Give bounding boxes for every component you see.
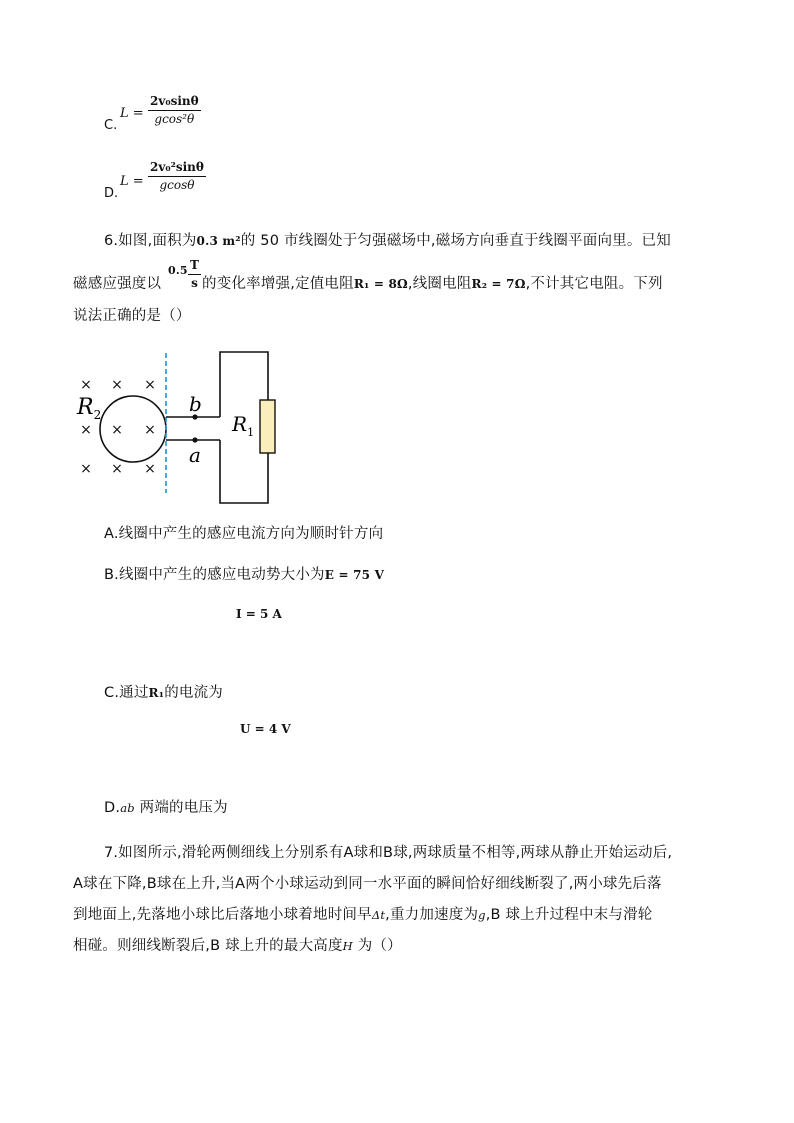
terminal-a bbox=[192, 437, 197, 442]
q6-text-2d: ,不计其它电阻。下列 bbox=[525, 276, 663, 292]
coil-circle bbox=[100, 396, 166, 462]
q7-text-4b: 为（） bbox=[352, 938, 402, 954]
q6-text-2c: ,线圈电阻 bbox=[407, 276, 472, 292]
field-cross: × bbox=[80, 461, 92, 477]
q7-text-4a: 相碰。则细线断裂后,B 球上升的最大高度 bbox=[73, 938, 343, 954]
answer-b-math: E = 75 V bbox=[324, 568, 385, 582]
field-cross: × bbox=[111, 422, 123, 438]
option-d-fraction bbox=[148, 160, 206, 193]
field-cross: × bbox=[111, 461, 123, 477]
q6-text-3: 说法正确的是（） bbox=[73, 308, 191, 324]
answer-d-text-b: 两端的电压为 bbox=[134, 800, 228, 816]
answer-b bbox=[104, 563, 384, 584]
circuit-figure bbox=[70, 345, 290, 515]
answer-d bbox=[104, 796, 228, 817]
q6-line2 bbox=[73, 258, 663, 302]
option-c-denominator: gcos²θ bbox=[154, 112, 195, 126]
field-cross: × bbox=[144, 422, 156, 438]
q6-text-1b: 的 50 市线圈处于匀强磁场中,磁场方向垂直于线圈平面向里。已知 bbox=[240, 233, 671, 249]
option-d-numerator: 2v₀²sinθ bbox=[148, 160, 206, 177]
q7-h: H bbox=[342, 939, 353, 953]
answer-a: A.线圈中产生的感应电流方向为顺时针方向 bbox=[104, 526, 384, 542]
option-d-label: D. bbox=[104, 186, 119, 201]
q6-rate-value: 0.5 bbox=[168, 264, 188, 277]
label-r2-sub: 2 bbox=[93, 408, 102, 422]
q7-dt: Δt bbox=[371, 908, 386, 922]
label-r1-sub: 1 bbox=[247, 426, 255, 439]
answer-c bbox=[104, 681, 223, 702]
q7-line4 bbox=[73, 934, 402, 955]
q6-rate bbox=[166, 258, 202, 298]
q6-text-2b: 的变化率增强,定值电阻 bbox=[202, 276, 354, 292]
field-cross: × bbox=[111, 377, 123, 393]
option-d-denominator: gcosθ bbox=[159, 178, 195, 192]
resistor-r1 bbox=[260, 400, 275, 453]
answer-d-text-a: D. bbox=[104, 800, 121, 816]
field-cross: × bbox=[144, 461, 156, 477]
q7-text-3c: ,B 球上升过程中末与滑轮 bbox=[485, 907, 653, 923]
q6-line1 bbox=[104, 229, 671, 250]
answer-b-extra: I = 5 A bbox=[236, 607, 282, 621]
option-c-numerator: 2v₀sinθ bbox=[148, 94, 201, 111]
q7-text-3a: 到地面上,先落地小球比后落地小球着地时间早 bbox=[73, 907, 372, 923]
answer-c-text-a: C.通过 bbox=[104, 685, 149, 701]
answer-c-extra: U = 4 V bbox=[240, 722, 291, 736]
field-cross: × bbox=[144, 377, 156, 393]
q6-r2: R₂ = 7Ω bbox=[471, 277, 526, 291]
answer-b-text: B.线圈中产生的感应电动势大小为 bbox=[104, 567, 325, 583]
q7-g: g bbox=[478, 908, 486, 922]
field-cross: × bbox=[80, 422, 92, 438]
label-r2: $R_2$ bbox=[77, 395, 102, 422]
label-a: a bbox=[189, 443, 201, 467]
q6-area: 0.3 m² bbox=[196, 234, 241, 248]
answer-d-ab: ab bbox=[120, 801, 135, 815]
q6-rate-unit bbox=[188, 258, 201, 291]
answer-c-text-b: 的电流为 bbox=[164, 685, 223, 701]
field-cross: × bbox=[80, 377, 92, 393]
q6-line3 bbox=[73, 304, 191, 325]
q6-rate-unit-num: T bbox=[188, 258, 201, 275]
q7-line3 bbox=[73, 903, 652, 924]
label-b: b bbox=[189, 392, 202, 416]
option-c-label: C. bbox=[104, 118, 118, 133]
q7-line1: 7.如图所示,滑轮两侧细线上分别系有A球和B球,两球质量不相等,两球从静止开始运动后, bbox=[104, 845, 673, 861]
q7-text-3b: ,重力加速度为 bbox=[385, 907, 479, 923]
q6-rate-unit-den: s bbox=[191, 276, 199, 290]
label-r1: $R_1$ bbox=[232, 412, 255, 439]
q6-r1: R₁ = 8Ω bbox=[353, 277, 408, 291]
option-c-lhs: L = bbox=[120, 106, 144, 121]
q6-text-2a: 磁感应强度以 bbox=[73, 276, 162, 292]
q6-text-1a: 6.如图,面积为 bbox=[104, 233, 197, 249]
option-d-lhs: L = bbox=[120, 174, 144, 189]
answer-c-r1: R₁ bbox=[148, 686, 165, 700]
q7-line2: A球在下降,B球在上升,当A两个小球运动到同一水平面的瞬间恰好细线断裂了,两小球先后落 bbox=[73, 876, 662, 892]
option-c-fraction bbox=[148, 94, 201, 127]
